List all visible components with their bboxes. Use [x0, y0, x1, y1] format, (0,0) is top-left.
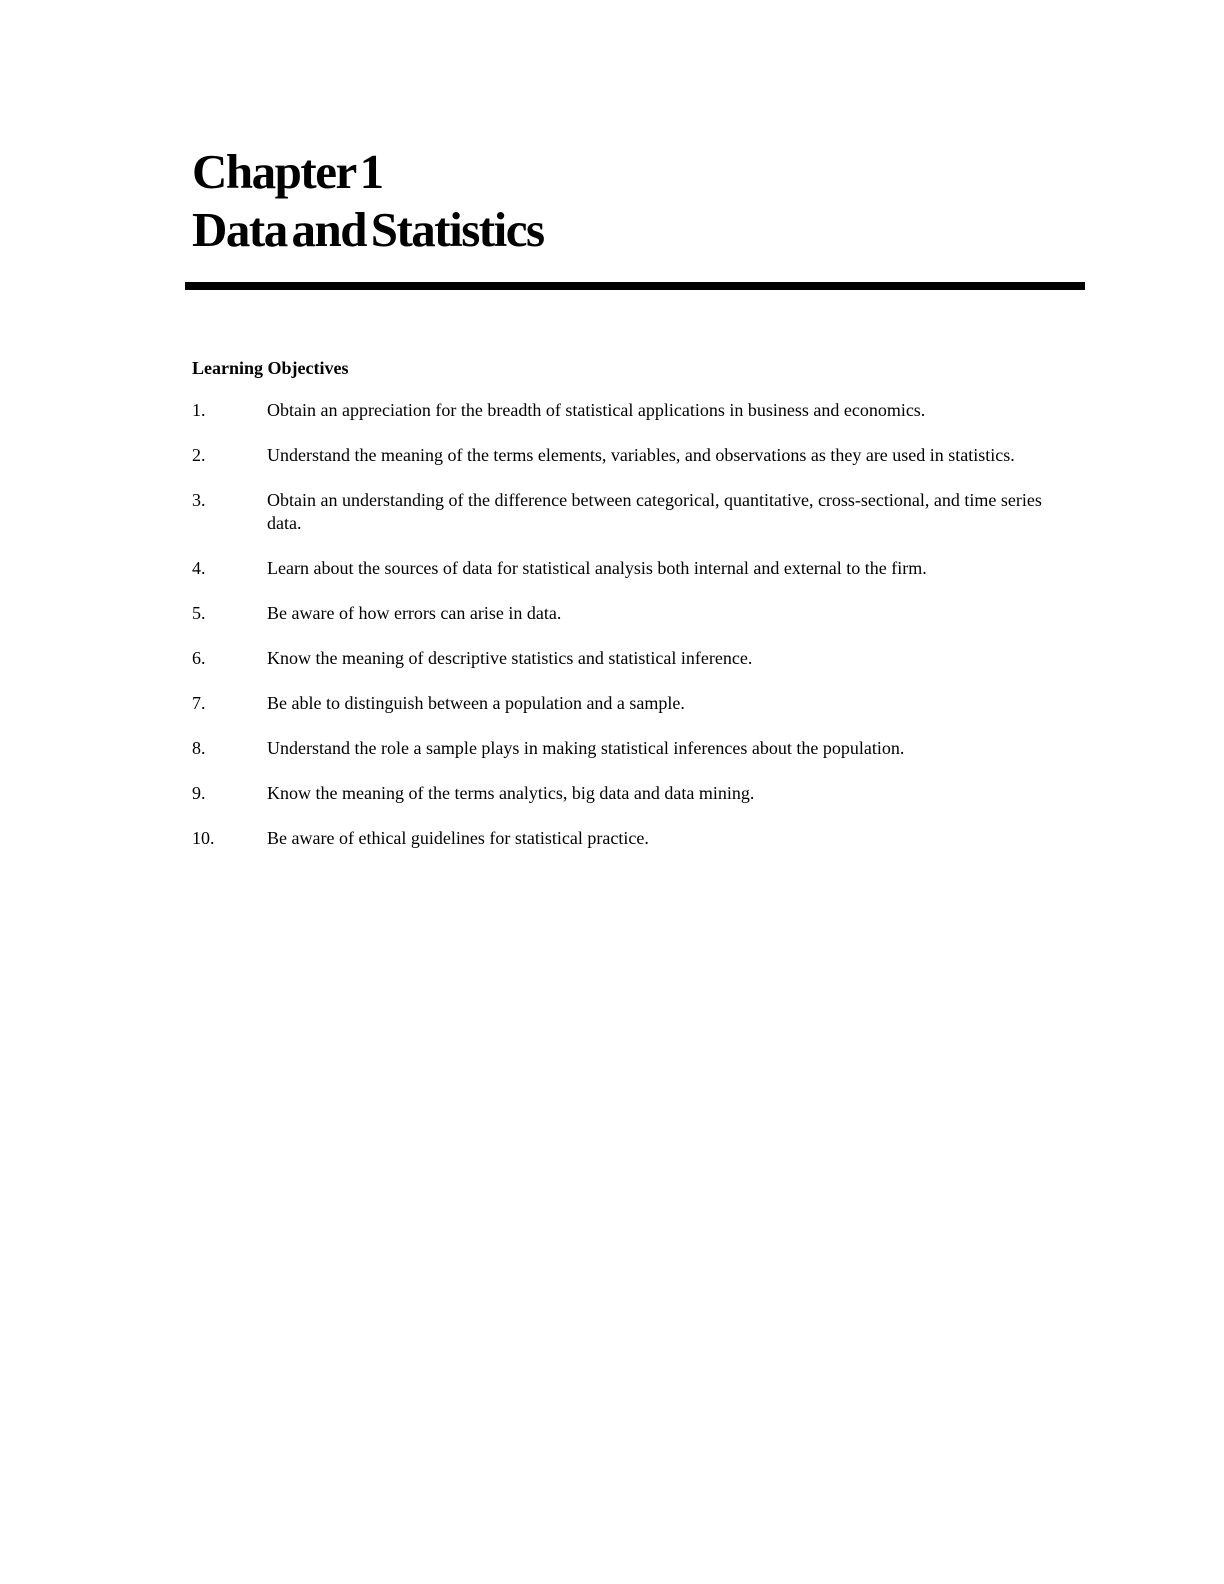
objective-number: 9. [192, 783, 206, 803]
objective-item [192, 647, 1052, 670]
objective-item [192, 737, 1052, 760]
objective-item [192, 444, 1052, 467]
chapter-heading [192, 143, 544, 259]
objective-number: 6. [192, 648, 206, 668]
objective-number: 2. [192, 445, 206, 465]
objective-item [192, 399, 1052, 422]
objective-number: 1. [192, 400, 206, 420]
objective-text: Know the meaning of descriptive statistics and statistical inference. [267, 648, 753, 668]
learning-objectives-heading: Learning Objectives [192, 358, 349, 378]
objective-text: Know the meaning of the terms analytics, big data and data mining. [267, 783, 755, 803]
objective-number: 4. [192, 558, 206, 578]
objective-text: Obtain an appreciation for the breadth of statistical applications in business and economics. [267, 400, 926, 420]
objective-text: Be aware of ethical guidelines for statistical practice. [267, 828, 649, 848]
objective-item [192, 782, 1052, 805]
objective-text: Be able to distinguish between a population and a sample. [267, 693, 685, 713]
objective-item [192, 692, 1052, 715]
objective-number: 10. [192, 828, 215, 848]
objective-item [192, 602, 1052, 625]
chapter-title: Data and Statistics [192, 202, 544, 257]
objective-item [192, 489, 1052, 535]
objective-text: Understand the role a sample plays in making statistical inferences about the population. [267, 738, 905, 758]
learning-objectives-list [192, 399, 1052, 850]
objective-item [192, 827, 1052, 850]
chapter-label: Chapter 1 [192, 144, 383, 199]
objective-number: 3. [192, 490, 206, 510]
objective-number: 7. [192, 693, 206, 713]
title-divider [185, 282, 1085, 290]
objective-number: 8. [192, 738, 206, 758]
objective-number: 5. [192, 603, 206, 623]
objective-text: Be aware of how errors can arise in data. [267, 603, 562, 623]
objective-text: Learn about the sources of data for statistical analysis both internal and external to the firm. [267, 558, 927, 578]
objective-item [192, 557, 1052, 580]
objective-text: Understand the meaning of the terms elements, variables, and observations as they are used in statistics. [267, 445, 1015, 465]
objective-text: Obtain an understanding of the difference between categorical, quantitative, cross-sectional, and time series data. [267, 490, 1042, 533]
